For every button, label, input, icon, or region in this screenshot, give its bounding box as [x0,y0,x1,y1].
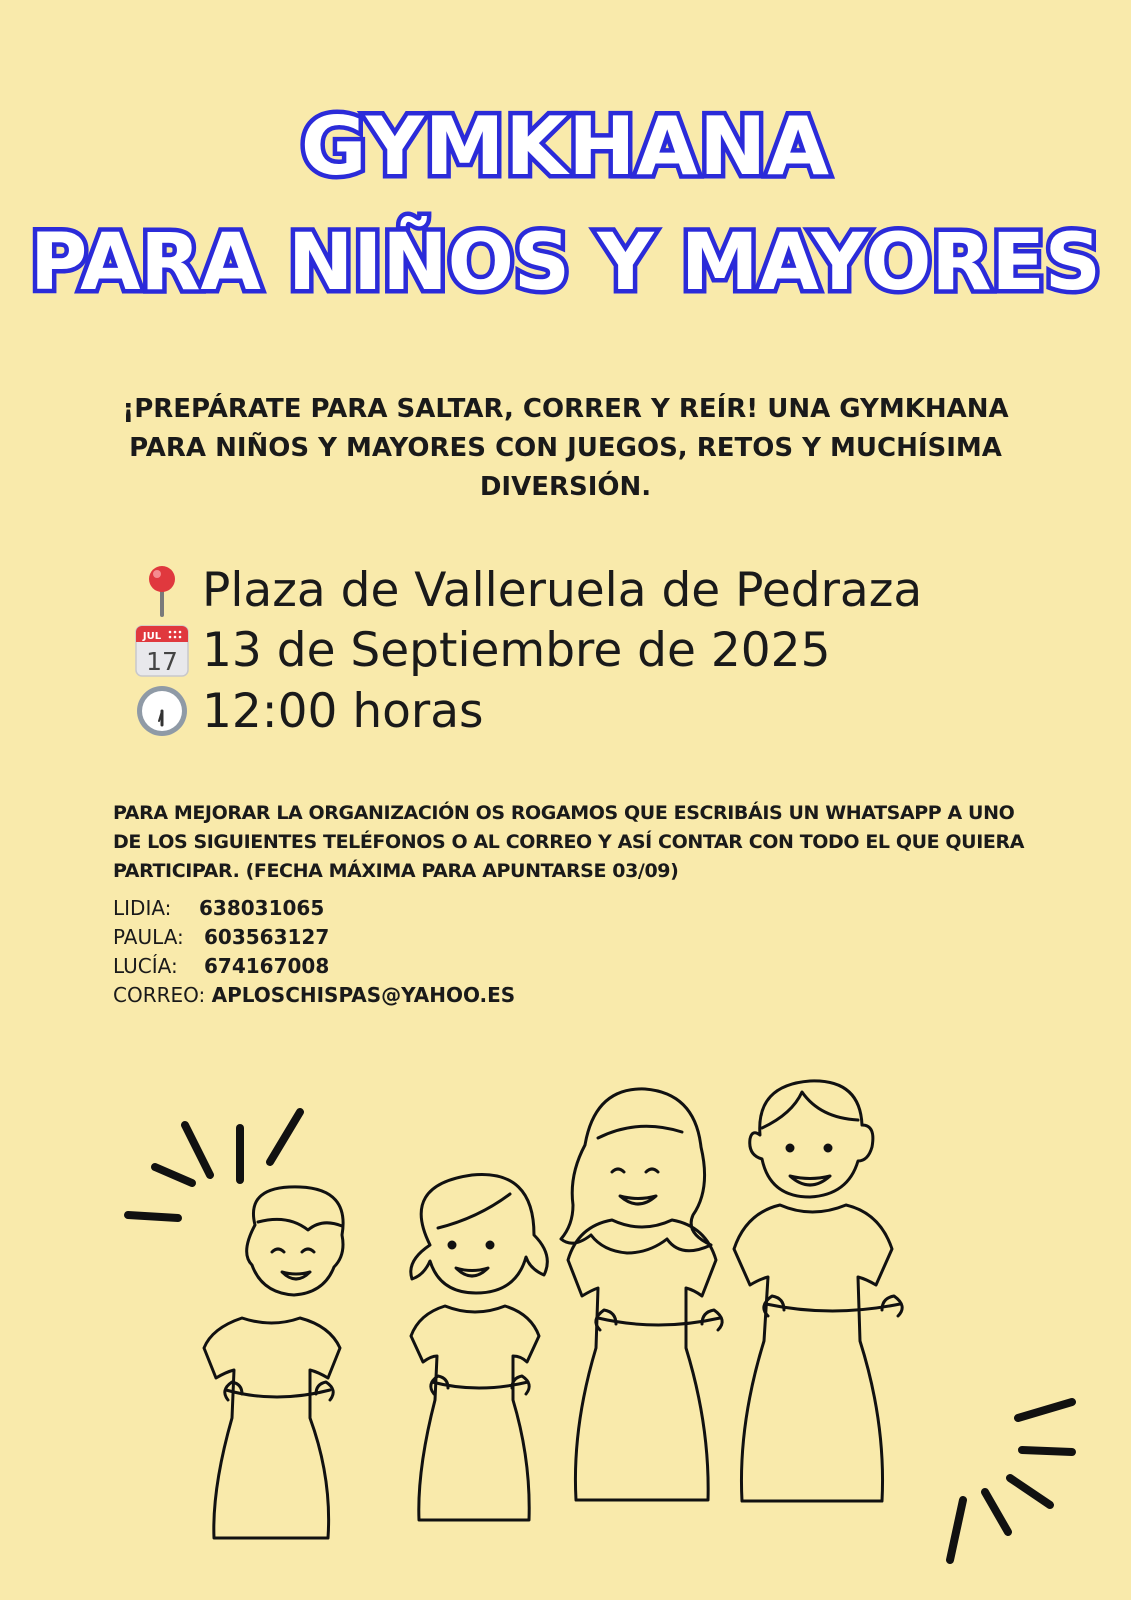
info-time [134,681,484,741]
date-text: 13 de Septiembre de 2025 [202,622,831,678]
calendar-icon [134,622,190,678]
info-place [134,560,922,620]
info-date [134,620,831,680]
contact-email [113,983,515,1007]
contact-label: LIDIA: [113,896,172,920]
contact-paula [113,925,329,949]
calendar-icon-day: 17 [146,647,178,676]
place-text: Plaza de Valleruela de Pedraza [202,562,923,618]
family-sack-race-illustration [0,1070,1131,1600]
contact-lucia [113,954,329,978]
clock-icon [134,683,190,739]
contact-label: CORREO: [113,983,206,1007]
calendar-icon-month: JUL [142,631,162,642]
excitement-lines-right [950,1402,1072,1560]
title-line-1: GYMKHANA [300,100,831,193]
time-text: 12:00 horas [202,683,484,739]
girl-figure [411,1175,548,1521]
round-pushpin-icon [134,562,190,618]
title-line-2: PARA NIÑOS Y MAYORES [30,218,1101,308]
woman-figure [561,1089,722,1500]
contact-email-value: APLOSCHISPAS@YAHOO.ES [211,983,516,1007]
registration-note: PARA MEJORAR LA ORGANIZACIÓN OS ROGAMOS QUE ESCRIBÁIS UN WHATSAPP A UNO DE LOS SIGUIENTES TELÉFONOS O AL CORREO Y ASÍ CONTAR CON TODO EL QUE QUIERA PARTICIPAR. (FECHA MÁXIMA PARA APUNTARSE 03/09) [113,802,1024,882]
contact-phone: 674167008 [204,954,330,978]
contact-label: LUCÍA: [113,954,178,978]
contact-phone: 603563127 [204,925,330,949]
excitement-lines-left [128,1112,300,1218]
intro-text: ¡PREPÁRATE PARA SALTAR, CORRER Y REÍR! UNA GYMKHANA PARA NIÑOS Y MAYORES CON JUEGOS, RETOS Y MUCHÍSIMA DIVERSIÓN. [122,394,1009,502]
man-figure [734,1081,902,1501]
contact-label: PAULA: [113,925,184,949]
boy-figure [204,1187,343,1538]
contact-lidia [113,896,324,920]
contact-phone: 638031065 [199,896,325,920]
